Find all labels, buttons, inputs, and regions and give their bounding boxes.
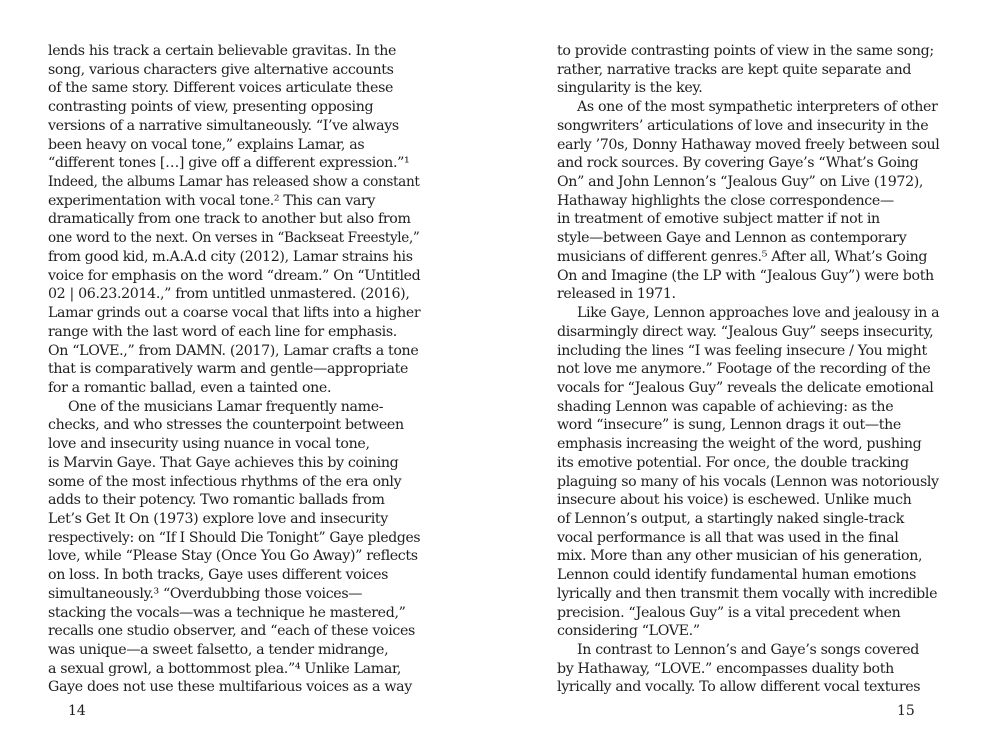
text-line: range with the last word of each line for emphasis.: [48, 323, 397, 340]
text-line: singularity is the key.: [557, 80, 703, 97]
text-line: “different tones […] give off a different expression.”¹: [48, 155, 410, 172]
text-line: Indeed, the albums Lamar has released show a constant: [48, 174, 420, 191]
text-line: dramatically from one track to another but also from: [48, 211, 411, 228]
text-line: recalls one studio observer, and “each of these voices: [48, 623, 415, 640]
text-line: experimentation with vocal tone.² This can vary: [48, 192, 376, 209]
text-line: was unique—a sweet falsetto, a tender midrange,: [48, 642, 389, 659]
text-line: style—between Gaye and Lennon as contemporary: [557, 230, 907, 247]
text-line: vocal performance is all that was used in the final: [557, 529, 899, 546]
left-page-number: 14: [68, 703, 86, 719]
text-line: not love me anymore.” Footage of the recording of the: [557, 361, 931, 378]
text-line: versions of a narrative simultaneously. “I’ve always: [48, 117, 399, 134]
text-line: simultaneously.³ “Overdubbing those voices—: [48, 585, 363, 602]
text-line: precision. “Jealous Guy” is a vital precedent when: [557, 604, 901, 621]
text-line: songwriters’ articulations of love and insecurity in the: [557, 117, 929, 134]
text-line: been heavy on vocal tone,” explains Lamar, as: [48, 136, 365, 153]
text-line: stacking the vocals—was a technique he mastered,”: [48, 604, 406, 621]
text-line: to provide contrasting points of view in the same song;: [557, 43, 934, 59]
text-line: Lamar grinds out a coarse vocal that lifts into a higher: [48, 305, 421, 322]
text-line: for a romantic ballad, even a tainted one.: [48, 379, 332, 396]
text-line: Like Gaye, Lennon approaches love and jealousy in a: [577, 305, 940, 322]
text-line: rather, narrative tracks are kept quite separate and: [557, 61, 912, 78]
text-line: On and Imagine (the LP with “Jealous Guy”) were both: [557, 267, 934, 284]
text-line: emphasis increasing the weight of the word, pushing: [557, 436, 922, 453]
text-line: and rock sources. By covering Gaye’s “What’s Going: [557, 155, 919, 172]
text-line: disarmingly direct way. “Jealous Guy” seeps insecurity,: [557, 323, 934, 340]
text-line: Hathaway highlights the close correspondence—: [557, 192, 894, 209]
text-line: including the lines “I was feeling insecure / You might: [557, 342, 927, 359]
text-line: Lennon could identify fundamental human emotions: [557, 567, 917, 584]
text-line: lyrically and then transmit them vocally with incredible: [557, 585, 938, 602]
text-line: In contrast to Lennon’s and Gaye’s songs covered: [577, 642, 920, 659]
text-line: As one of the most sympathetic interpreters of other: [577, 99, 938, 116]
text-line: from good kid, m.A.A.d city (2012), Lamar strains his: [48, 248, 413, 265]
text-line: adds to their potency. Two romantic ballads from: [48, 492, 385, 509]
text-line: released in 1971.: [557, 286, 676, 303]
text-line: voice for emphasis on the word “dream.” On “Untitled: [48, 267, 421, 284]
text-line: mix. More than any other musician of his generation,: [557, 548, 923, 565]
text-line: of Lennon’s output, a startingly naked single-track: [557, 511, 904, 527]
text-line: song, various characters give alternative accounts: [48, 61, 394, 78]
text-line: respectively: on “If I Should Die Tonight” Gaye pledges: [48, 529, 421, 546]
text-line: one word to the next. On verses in “Backseat Freestyle,”: [48, 230, 420, 247]
text-line: Let’s Get It On (1973) explore love and insecurity: [48, 511, 388, 527]
text-line: its emotive potential. For once, the double tracking: [557, 454, 909, 471]
text-line: by Hathaway, “LOVE.” encompasses duality both: [557, 660, 894, 677]
text-line: is Marvin Gaye. That Gaye achieves this by coining: [48, 454, 399, 471]
text-line: lyrically and vocally. To allow different vocal textures: [557, 679, 921, 696]
text-line: 02 | 06.23.2014.,” from untitled unmastered. (2016),: [48, 286, 410, 303]
text-line: a sexual growl, a bottommost plea.”⁴ Unlike Lamar,: [48, 660, 402, 677]
text-line: of the same story. Different voices articulate these: [48, 80, 394, 97]
text-line: love, while “Please Stay (Once You Go Away)” reflects: [48, 548, 418, 565]
text-line: contrasting points of view, presenting opposing: [48, 99, 374, 116]
text-line: some of the most infectious rhythms of the era only: [48, 473, 402, 490]
text-line: vocals for “Jealous Guy” reveals the delicate emotional: [557, 379, 934, 396]
right-page-number: 15: [897, 703, 915, 719]
text-line: checks, and who stresses the counterpoint between: [48, 417, 404, 434]
text-line: Gaye does not use these multifarious voices as a way: [48, 679, 412, 696]
text-line: musicians of different genres.⁵ After all, What’s Going: [557, 248, 928, 265]
text-line: love and insecurity using nuance in vocal tone,: [48, 436, 370, 453]
text-line: plaguing so many of his vocals (Lennon was notoriously: [557, 473, 939, 490]
text-line: On” and John Lennon’s “Jealous Guy” on Live (1972),: [557, 174, 924, 191]
text-line: on loss. In both tracks, Gaye uses different voices: [48, 567, 389, 584]
text-line: early ’70s, Donny Hathaway moved freely between soul: [557, 136, 940, 153]
text-line: word “insecure” is sung, Lennon drags it out—the: [557, 417, 901, 434]
text-line: On “LOVE.,” from DAMN. (2017), Lamar crafts a tone: [48, 342, 419, 359]
text-line: that is comparatively warm and gentle—appropriate: [48, 361, 408, 378]
text-line: in treatment of emotive subject matter if not in: [557, 211, 880, 228]
text-line: shading Lennon was capable of achieving: as the: [557, 398, 894, 415]
text-line: lends his track a certain believable gravitas. In the: [48, 43, 397, 59]
text-line: One of the musicians Lamar frequently name-: [68, 398, 384, 415]
text-line: considering “LOVE.”: [557, 623, 700, 640]
text-line: insecure about his voice) is eschewed. Unlike much: [557, 492, 912, 509]
